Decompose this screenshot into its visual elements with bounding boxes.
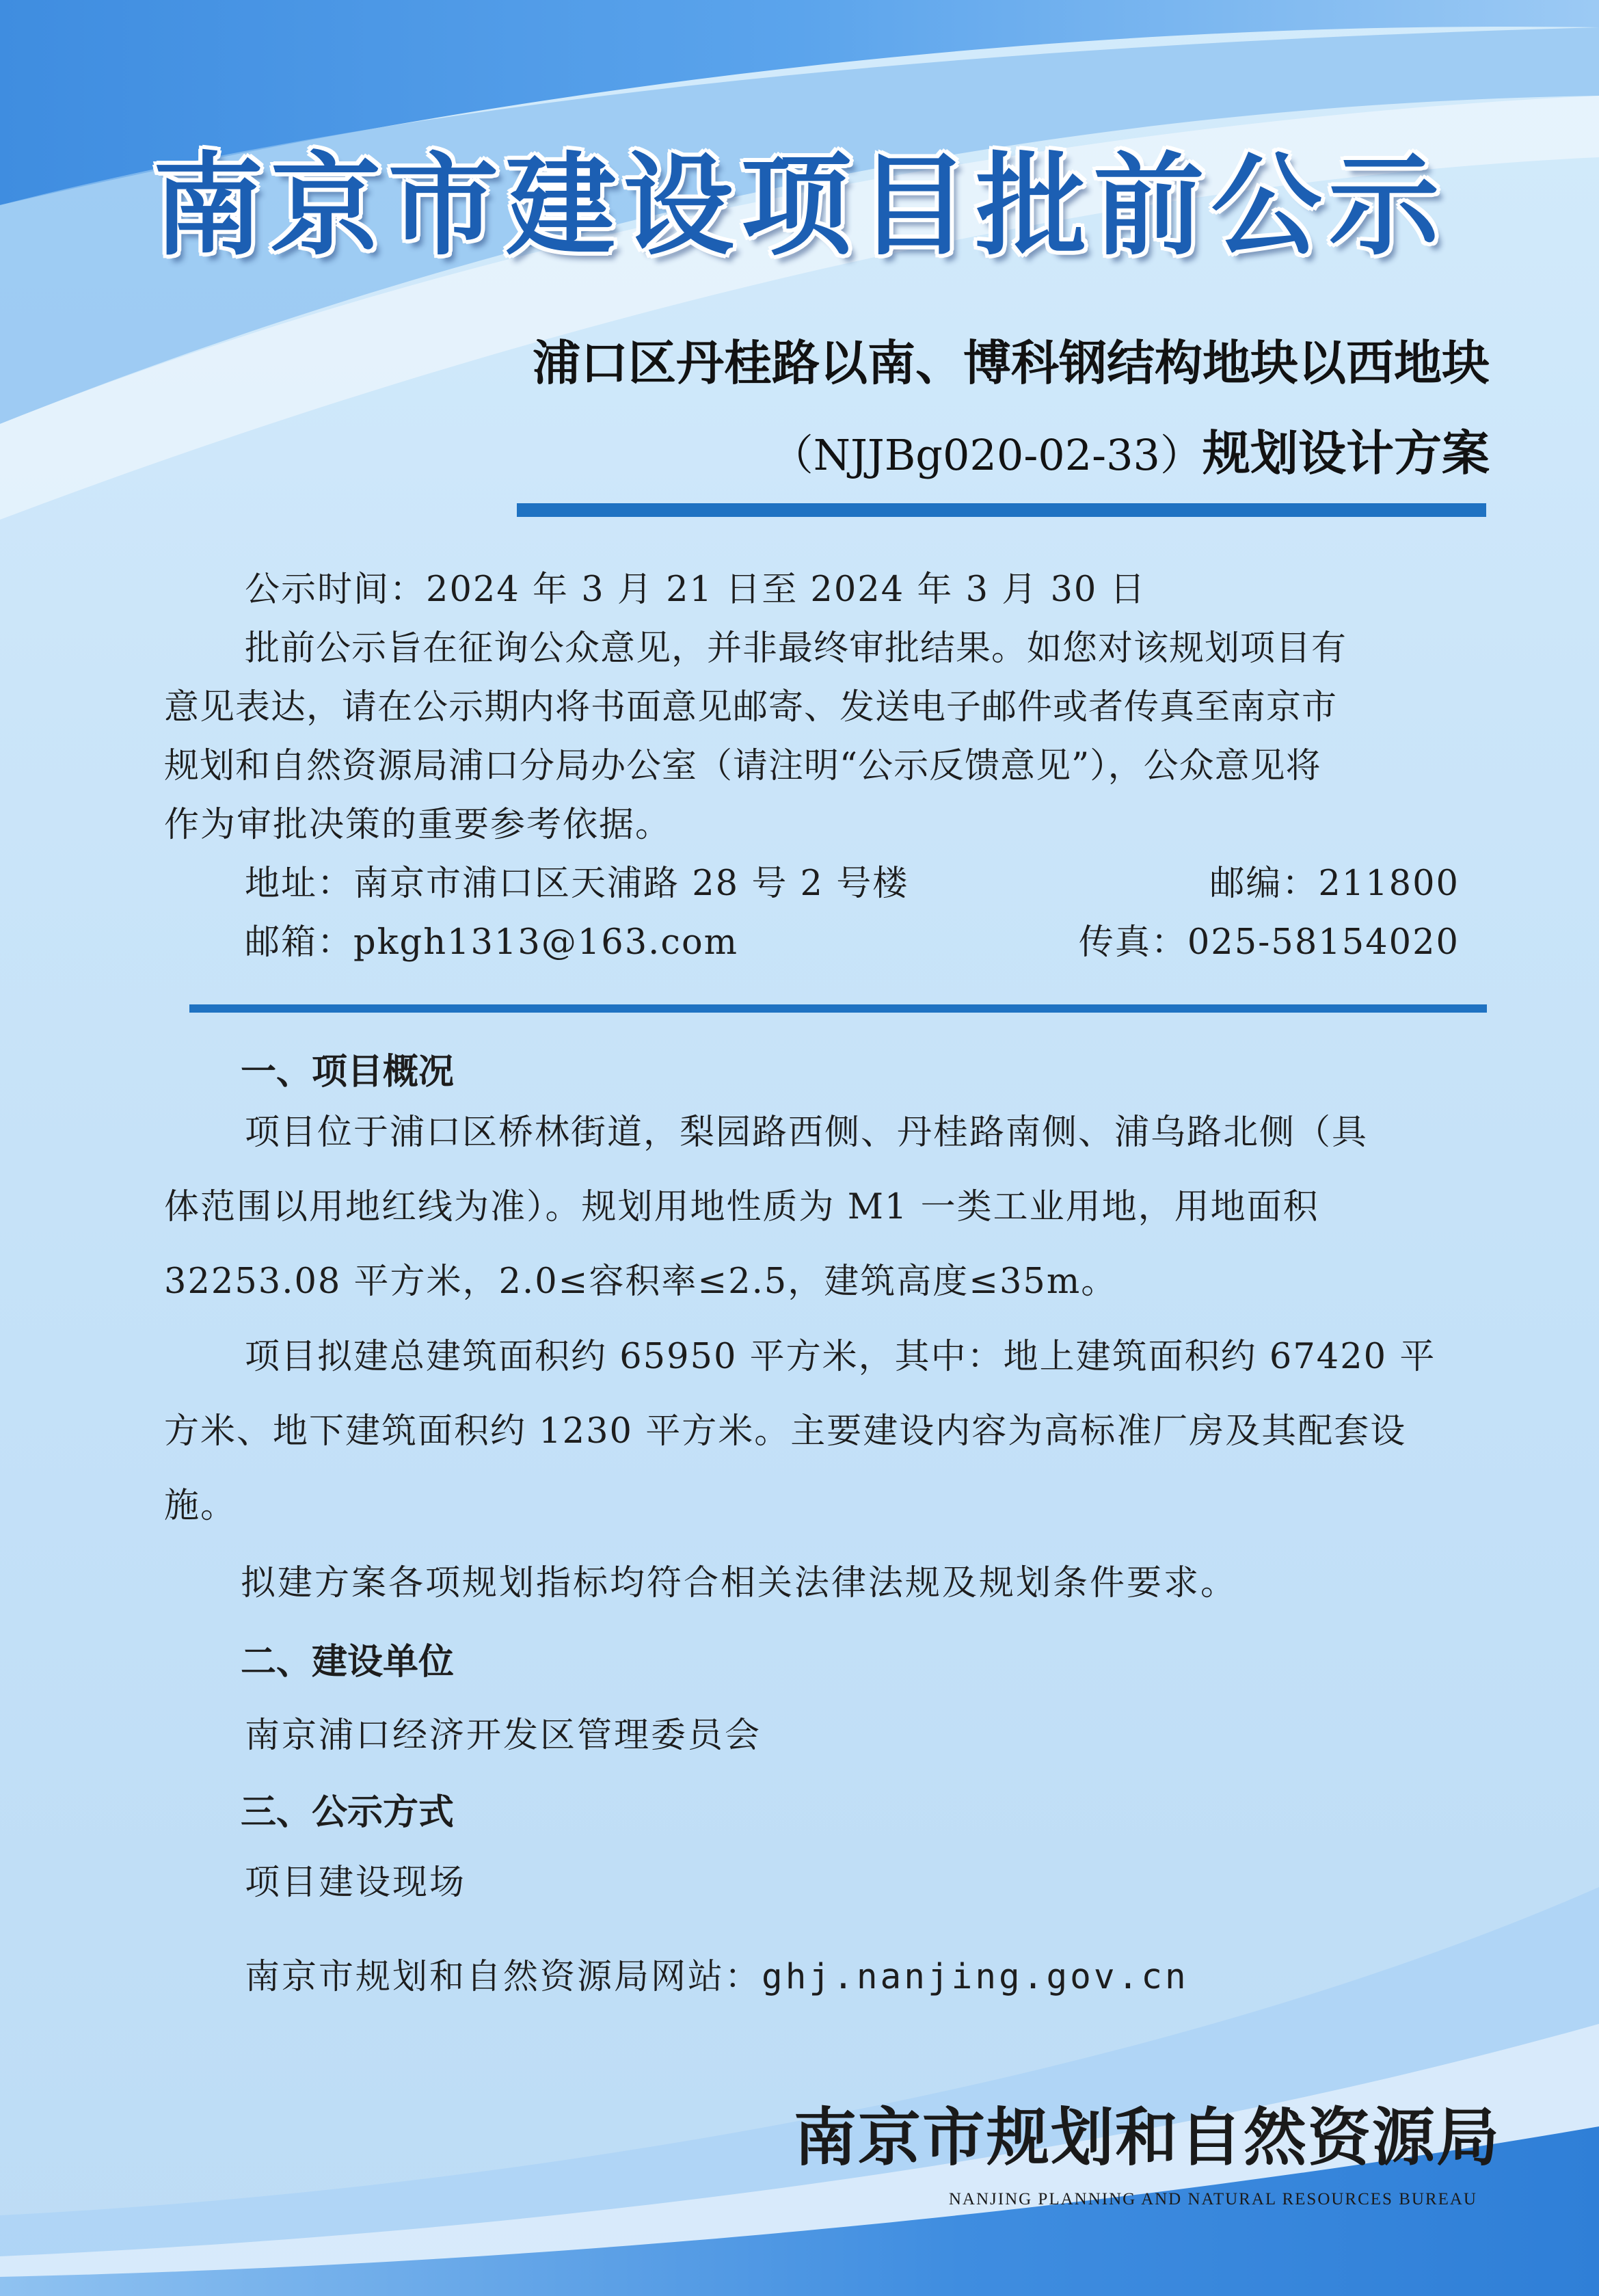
- notice-intro-line: 作为审批决策的重要参考依据。: [164, 805, 672, 845]
- contact-email[interactable]: 邮箱：pkgh1313@163.com: [245, 922, 739, 963]
- website-link[interactable]: ghj.nanjing.gov.cn: [762, 1957, 1189, 1997]
- section2-content: 南京浦口经济开发区管理委员会: [245, 1716, 762, 1756]
- website-line: [245, 1957, 1189, 1997]
- project-title-suffix: 规划设计方案: [1202, 425, 1490, 481]
- bureau-name-cn: 南京市规划和自然资源局: [793, 2100, 1501, 2174]
- notice-intro-line: 规划和自然资源局浦口分局办公室（请注明“公示反馈意见”），公众意见将: [164, 746, 1321, 786]
- section1-line: 项目位于浦口区桥林街道，梨园路西侧、丹桂路南侧、浦乌路北侧（具: [245, 1112, 1369, 1153]
- project-title-line2: [770, 425, 1490, 481]
- contact-row: [164, 855, 1501, 913]
- section1-paragraph3: 拟建方案各项规划指标均符合相关法律法规及规划条件要求。: [241, 1563, 1238, 1603]
- section1-heading: 一、项目概况: [241, 1052, 455, 1093]
- website-label: 南京市规划和自然资源局网站：: [245, 1957, 762, 1997]
- section1-line: 方米、地下建筑面积约 1230 平方米。主要建设内容为高标准厂房及其配套设: [164, 1411, 1407, 1452]
- bureau-name-en: NANJING PLANNING AND NATURAL RESOURCES BUREAU: [948, 2190, 1477, 2208]
- contact-row: [164, 913, 1501, 972]
- section1-paragraph1: [164, 1095, 1501, 1319]
- section3-heading: 三、公示方式: [241, 1792, 455, 1833]
- contact-address: 地址：南京市浦口区天浦路 28 号 2 号楼: [245, 864, 909, 904]
- project-code: （NJJBg020-02-33）: [770, 430, 1202, 480]
- section1-line: 32253.08 平方米，2.0≤容积率≤2.5，建筑高度≤35m。: [164, 1262, 1118, 1302]
- notice-period: 公示时间：2024 年 3 月 21 日至 2024 年 3 月 30 日: [245, 570, 1146, 610]
- section1-line: 项目拟建总建筑面积约 65950 平方米，其中：地上建筑面积约 67420 平: [245, 1337, 1436, 1377]
- notice-intro-line: 批前公示旨在征询公众意见，并非最终审批结果。如您对该规划项目有: [245, 628, 1347, 669]
- section1-line: 施。: [164, 1486, 237, 1526]
- section1-line: 体范围以用地红线为准）。规划用地性质为 M1 一类工业用地，用地面积: [164, 1187, 1319, 1227]
- project-title-line1: 浦口区丹桂路以南、博科钢结构地块以西地块: [533, 334, 1490, 391]
- section1-paragraph2: [164, 1320, 1501, 1543]
- notice-block: [164, 561, 1501, 972]
- contact-fax: 传真：025-58154020: [1078, 922, 1460, 963]
- notice-intro-line: 意见表达，请在公示期内将书面意见邮寄、发送电子邮件或者传真至南京市: [164, 687, 1338, 727]
- section2-heading: 二、建设单位: [241, 1642, 455, 1683]
- section3-content: 项目建设现场: [245, 1863, 467, 1903]
- section-divider: [189, 1004, 1487, 1013]
- page-title: 南京市建设项目批前公示: [152, 142, 1447, 271]
- title-divider: [517, 503, 1486, 517]
- contact-postcode: 邮编：211800: [1209, 864, 1460, 904]
